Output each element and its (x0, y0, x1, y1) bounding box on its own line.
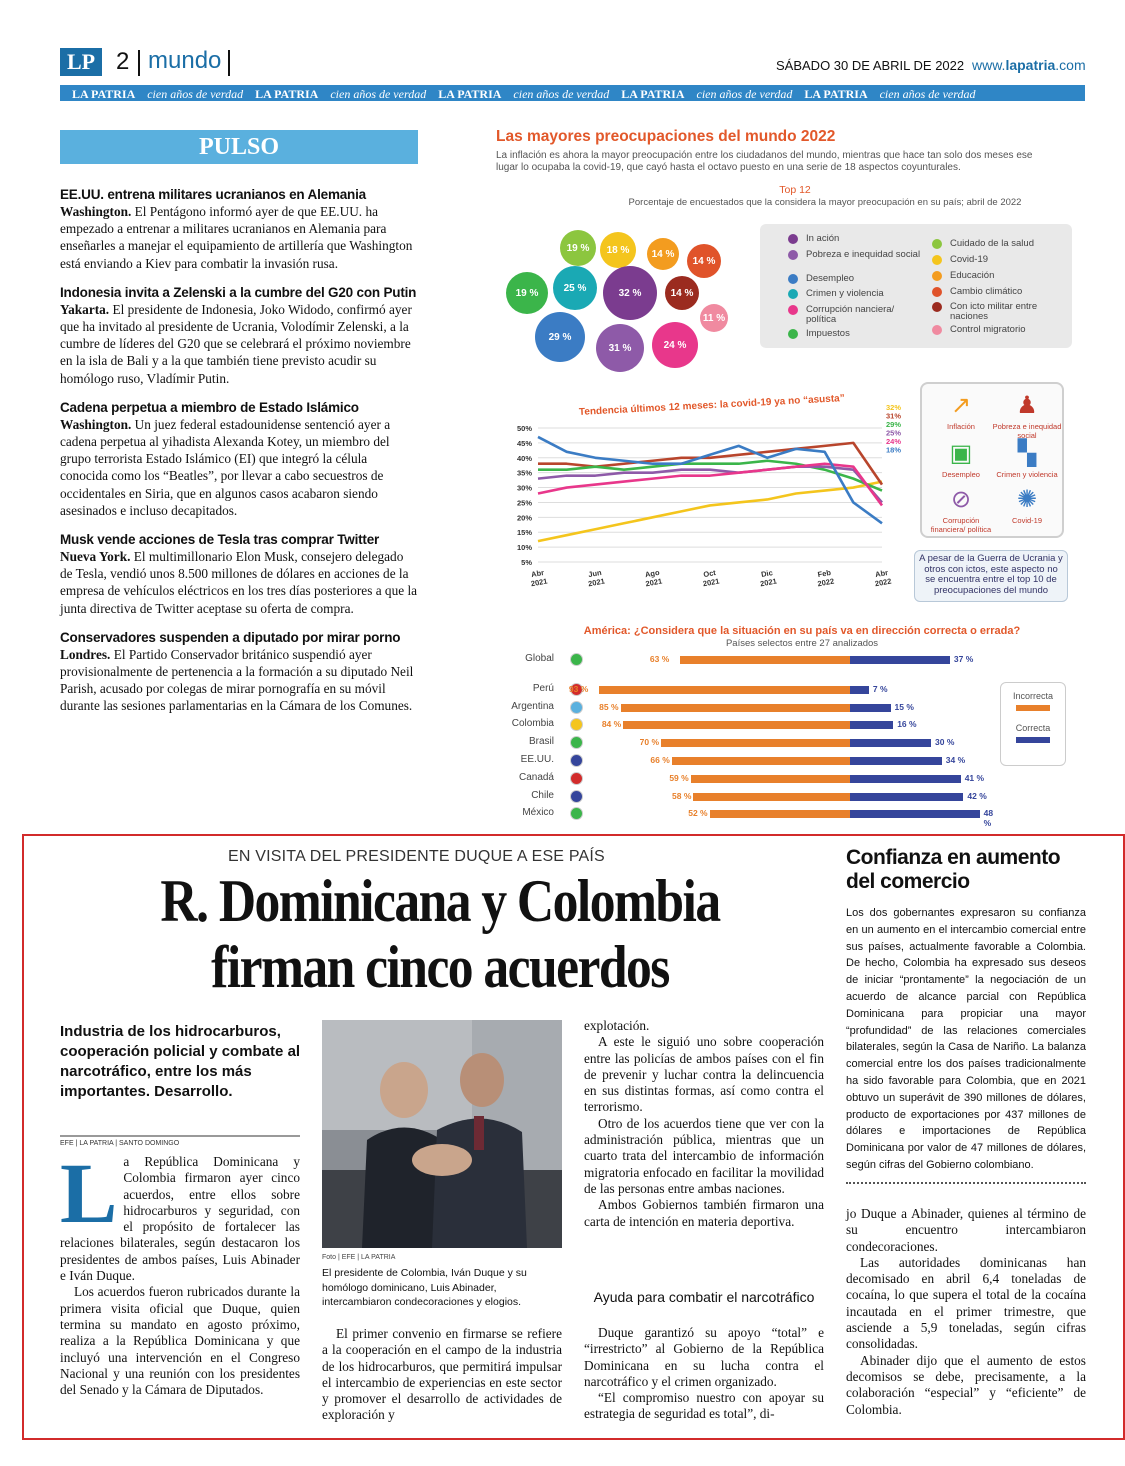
value-incorrecta: 58 % (672, 790, 692, 801)
legend-label: Educación (950, 270, 995, 281)
brief-title: Cadena perpetua a miembro de Estado Islámico (60, 399, 359, 415)
legend-dot (788, 289, 798, 299)
x-tick-month: Feb (816, 567, 832, 580)
x-tick-year: 2021 (644, 576, 663, 589)
brief-dateline: Londres. (60, 646, 111, 662)
legend-item (950, 255, 1062, 265)
sidebar-body: Los dos gobernantes expresaron su confianza en un aumento en el intercambio comercial entre sus países, actualmente favorable a Colombia. De hecho, Colombia ha expresado sus deseos de iniciar “prontamente” la negociación de un acuerdo de alcance parcial con República Dominicana para propiciar una mayor “profundidad” de las relaciones comerciales bilaterales, según la Casa de Nariño. La balanza comercial entre los dos países tradicionalmente ha sido favorable para Colombia, que en 2021 obtuvo un superávit de 390 millones de dólares, producto de exportaciones por 437 millones de dólares e importaciones de República Dominicana por valor de 47 millones de dólares, según cifras del Gobierno colombiano. (846, 907, 1086, 1171)
country-flag-icon (570, 736, 583, 749)
legend-label: Corrupción nanciera/ política (806, 304, 895, 325)
x-tick-year: 2021 (702, 576, 721, 589)
percent-bubble: 32 % (603, 266, 657, 320)
article-column-1 (60, 1145, 300, 1398)
y-tick-label: 30% (516, 483, 532, 493)
paragraph: Abinader dijo que el aumento de estos decomisos se debe, precisamente, a la colaboración “especial” y “eficiente” de Colombia. (846, 1352, 1086, 1417)
x-tick-month: Oct (702, 568, 717, 580)
value-correcta: 16 % (897, 719, 917, 730)
article-column-4 (846, 1206, 1086, 1418)
paragraph: Las autoridades dominicanas han decomisado en abril 6,4 toneladas de cocaína, lo que supera el total de la cocaína incautada en el primer trimestre, que asciende a 5,9 toneladas, según cifras consolidadas. (846, 1254, 1086, 1352)
concern-icon-5 (926, 486, 996, 534)
value-correcta: 42 % (967, 790, 987, 801)
brief-body: El presidente de Indonesia, Joko Widodo, confirmó ayer que ha invitado al presidente de Ucrania, Volodímir Zelenski, a la cumbre de líderes del G20 que se celebrará el próximo noviembre en la isla de Bali y a la que también tiene previsto acudir su homólogo ruso, Vladímir Putin. (60, 301, 412, 386)
value-correcta: 30 % (935, 737, 955, 748)
url-brand: lapatria (1005, 57, 1056, 73)
y-tick-label: 10% (516, 543, 532, 553)
bar-row (500, 701, 1000, 717)
bar-correcta (850, 793, 963, 801)
concern-icon-4 (992, 440, 1062, 480)
brief-body: El multimillonario Elon Musk, consejero delegado de Tesla, vendió unos 8.500 millones de dólares en acciones de la empresa de vehículos eléctricos en los tres días posteriores a que la junta directiva de Twitter aceptase su oferta de compra. (60, 549, 418, 616)
legend-label: Control migratorio (950, 324, 1026, 335)
concern-glyph-icon: ⊘ (950, 486, 972, 513)
bar-incorrecta (661, 739, 850, 747)
legend-item (806, 274, 924, 284)
series-end-label: 25% (886, 428, 902, 438)
legend-dot (788, 329, 798, 339)
ukraine-note: A pesar de la Guerra de Ucrania y otros con ictos, este aspecto no se encuentra entre el top 10 de preocupaciones del mundo (914, 550, 1068, 602)
series-end-label: 32% (886, 403, 902, 412)
brief-text (60, 548, 418, 617)
band-brand: LA PATRIA (438, 87, 502, 101)
legend-label: Incorrecta (1012, 691, 1054, 701)
bar-correcta (850, 704, 891, 712)
bar-row (500, 683, 1000, 699)
country-label: Canadá (518, 771, 554, 783)
value-incorrecta: 93 % (568, 683, 589, 694)
article-column-3b (584, 1325, 824, 1423)
country-flag-icon (570, 754, 583, 767)
brief-dateline: Nueva York. (60, 549, 131, 565)
legend-item (806, 305, 924, 325)
bar-correcta (850, 775, 961, 783)
x-tick-month: Abr (530, 567, 545, 580)
brief-title: Musk vende acciones de Tesla tras comprar Twitter (60, 532, 380, 548)
legend-label: Pobreza e inequidad social (806, 249, 921, 260)
legend-swatch (1016, 705, 1050, 711)
paragraph: Duque garantizó su apoyo “total” e “irrestricto” al Gobierno de la República Dominicana en su lucha contra el narcotráfico y el crimen organizado. (584, 1325, 824, 1389)
bar-row (500, 736, 1000, 752)
paragraph: “El compromiso nuestro con apoyar su estrategia de seguridad es total”, di- (584, 1390, 824, 1422)
brief-body: El Partido Conservador británico suspendió ayer provisionalmente de pertenencia a la formación a su diputado Neil Parish, acusado por colegas de mirar pornografía en su móvil durante las sesiones parlamentarias en la Cámara de los Comunes. (60, 646, 414, 714)
infographic-title: Las mayores preocupaciones del mundo 2022 (496, 128, 836, 145)
bar-row (500, 772, 1000, 788)
legend-label: In ación (806, 233, 840, 244)
legend-dot (788, 274, 798, 284)
legend-label: Cambio climático (950, 286, 1023, 297)
paragraph: El primer convenio en firmarse se refiere a la cooperación en el campo de la industria de los hidrocarburos, que permitirá impulsar el intercambio de experiencias en este sector y promover el desarrollo de actividades de exploración y (322, 1326, 562, 1423)
bar-row (500, 718, 1000, 734)
line-chart-title: Tendencia últimos 12 meses: la covid-19 ya no “asusta” (578, 393, 845, 418)
article-deck: Industria de los hidrocarburos, cooperación policial y combate al narcotráfico, entre los más importantes. Desarrollo. (60, 1023, 301, 1100)
paragraph: Otro de los acuerdos tiene que ver con la administración pública, mientras que un cuarto trata del intercambio de información migratoria enfocado en facilitar la movilidad de las personas entre ambas naciones. (584, 1115, 824, 1196)
legend-label: Cuidado de la salud (950, 238, 1034, 249)
legend-dot (788, 234, 798, 244)
brief-dateline: Yakarta. (60, 301, 110, 317)
brief-title: EE.UU. entrena militares ucranianos en Alemania (60, 187, 366, 202)
bar-row (500, 807, 1000, 829)
x-tick-month: Dic (760, 568, 774, 579)
bar-correcta (850, 686, 869, 694)
legend-dot (932, 302, 942, 312)
bar-correcta (850, 810, 980, 818)
brand-band (60, 85, 1085, 101)
concern-glyph-icon: ▚ (1017, 440, 1037, 467)
issue-date: SÁBADO 30 DE ABRIL DE 2022 (776, 58, 965, 73)
deck-rule (60, 1135, 300, 1137)
country-label: Global (525, 653, 554, 664)
concern-icon-label: Pobreza e inequidad social (992, 422, 1062, 440)
concern-icon-label: Covid-19 (1011, 516, 1042, 525)
article-column-2 (322, 1326, 562, 1424)
url-prefix: www. (972, 57, 1006, 73)
percent-bubble: 18 % (600, 232, 636, 268)
pulso-heading: PULSO (60, 130, 418, 164)
legend-label: Con icto militar entre naciones (950, 301, 1038, 322)
series-end-label: 29% (886, 420, 902, 429)
bar-row (500, 790, 1000, 806)
value-correcta: 15 % (894, 701, 914, 712)
legend-item (950, 325, 1062, 335)
legend-label: Covid-19 (950, 254, 989, 265)
band-brand: LA PATRIA (255, 87, 319, 101)
brief-text (60, 301, 418, 387)
country-flag-icon (570, 718, 583, 731)
percent-bubble: 25 % (553, 266, 597, 310)
legend-item (950, 287, 1062, 297)
masthead (60, 48, 1085, 78)
brief-title: Indonesia invita a Zelenski a la cumbre del G20 con Putin (60, 284, 417, 300)
paragraph: Ambos Gobiernos también firmaron una carta de intención en materia deportiva. (584, 1197, 824, 1229)
series-end-label: 18% (886, 445, 902, 455)
legend-dot (932, 287, 942, 297)
legend-item (806, 250, 924, 260)
legend-item (950, 271, 1062, 281)
brief-body: El Pentágono informó ayer de que EE.UU. ha empezado a entrenar a militares ucranianos en Alemania para enseñarles a manejar el equipamiento de artillería que Washington está enviando a Kiev para combatir la invasión rusa. (60, 204, 413, 271)
drop-cap: L (60, 1145, 118, 1241)
bar-incorrecta (680, 656, 850, 664)
bar-correcta (850, 721, 893, 729)
sidebar-title: Confianza en aumento del comercio (846, 846, 1061, 893)
website-link[interactable] (972, 57, 1086, 73)
direction-bar-chart (500, 653, 1000, 829)
brief-body: Un juez federal estadounidense sentenció ayer a cadena perpetua al yihadista Alexanda Kotey, un miembro del grupo terrorista Estado Islámico (EI) que integró la célula conocida como los “Beatles”, por llevar a cabo secuestros de occidentales en Siria, que en algunos casos acabaron siendo asesinados e incluso decapitados. (60, 416, 391, 518)
brief-text (60, 203, 418, 272)
page-number: 2 (116, 48, 130, 75)
bar-incorrecta (691, 775, 850, 783)
infographic-subtitle: La inflación es ahora la mayor preocupación entre los ciudadanos del mundo, mientras que hace tan solo dos meses ese lugar lo ocupaba la covid-19, que cayó hasta el octavo puesto en una serie de 18 aspectos coyunturales. (496, 150, 1033, 173)
y-tick-label: 5% (521, 558, 532, 567)
concern-icon-2 (992, 392, 1062, 440)
percent-bubble: 29 % (535, 312, 585, 362)
country-label: Colombia (511, 718, 554, 730)
top12-subtitle: Porcentaje de encuestados que la considera la mayor preocupación en su país; abril de 2022 (628, 197, 1022, 208)
country-flag-icon (570, 790, 583, 803)
paragraph: Los acuerdos fueron rubricados durante la primera visita oficial que Duque, quien termina su mandato en agosto próximo, realiza a la República Dominicana y que incluyó una intervención en el Congreso Nacional y una reunión con los presidentes del Senado y la Cámara de Diputados. (60, 1284, 300, 1398)
news-brief (60, 186, 418, 272)
country-flag-icon (570, 807, 583, 820)
article-headline: R. Dominicana y Colombia firman cinco acuerdos (160, 868, 720, 1000)
x-tick-month: Abr (874, 567, 889, 580)
article-subhead: Ayuda para combatir el narcotráfico (593, 1289, 815, 1305)
x-tick-month: Jun (587, 567, 603, 580)
article-column-3 (584, 1018, 824, 1230)
value-incorrecta: 85 % (599, 701, 619, 712)
masthead-divider (138, 50, 140, 76)
x-tick-year: 2021 (530, 576, 549, 589)
band-tagline: cien años de verdad (513, 87, 610, 101)
top12-title: Top 12 (779, 184, 811, 196)
legend-item (806, 289, 924, 299)
paragraph: A este le siguió uno sobre cooperación entre las policías de ambos países con el fin de prevenir y luchar contra la delincuencia en sus distintas formas, así como contra el terrorismo. (584, 1034, 824, 1115)
value-incorrecta: 63 % (649, 654, 670, 664)
news-brief (60, 531, 418, 617)
x-tick-year: 2022 (816, 576, 835, 589)
x-tick-year: 2021 (759, 576, 778, 589)
y-tick-label: 45% (516, 438, 532, 448)
country-flag-icon (570, 653, 583, 666)
legend-dot (932, 271, 942, 281)
bar-incorrecta (623, 721, 850, 729)
country-label: EE.UU. (520, 754, 554, 765)
legend-item (806, 329, 924, 339)
photo-credit: Foto | EFE | LA PATRIA (322, 1254, 396, 1261)
y-tick-label: 20% (516, 513, 532, 523)
value-incorrecta: 70 % (639, 737, 659, 748)
article-byline: EFE | LA PATRIA | SANTO DOMINGO (60, 1140, 180, 1147)
bar-chart-title: América: ¿Considera que la situación en su país va en dirección correcta o errada? (583, 625, 1021, 637)
y-tick-label: 35% (516, 468, 532, 478)
sidebar-divider (846, 1182, 1086, 1184)
concern-icon-3 (926, 440, 996, 480)
section-name: mundo (148, 47, 222, 74)
band-tagline: cien años de verdad (696, 87, 793, 101)
band-brand: LA PATRIA (72, 87, 136, 101)
country-label: México (522, 807, 554, 819)
newspaper-logo: LP (60, 48, 102, 76)
percent-bubble: 14 % (665, 276, 699, 310)
concern-glyph-icon: ♟ (1016, 392, 1038, 419)
x-tick-year: 2021 (587, 576, 606, 589)
concern-glyph-icon: ▣ (949, 440, 973, 467)
y-tick-label: 15% (516, 528, 532, 538)
legend-item (950, 239, 1062, 249)
concern-icon-label: Crimen y violencia (996, 470, 1058, 479)
x-tick-year: 2022 (874, 576, 893, 589)
country-flag-icon (570, 772, 583, 785)
bar-correcta (850, 656, 950, 664)
band-brand: LA PATRIA (804, 87, 868, 101)
percent-bubble: 24 % (652, 322, 698, 368)
url-suffix: .com (1055, 57, 1086, 73)
legend-label: Impuestos (806, 328, 850, 339)
series-end-label: 31% (886, 411, 902, 421)
value-incorrecta: 52 % (688, 808, 708, 819)
legend-label: Correcta (1015, 723, 1051, 733)
value-correcta: 41 % (964, 772, 985, 783)
value-correcta: 7 % (872, 683, 888, 694)
brief-dateline: Washington. (60, 416, 132, 432)
percent-bubble: 19 % (506, 272, 548, 314)
country-label: Perú (532, 682, 554, 694)
country-label: Chile (531, 789, 554, 801)
bar-incorrecta (599, 686, 850, 694)
legend-dot (788, 250, 798, 260)
news-brief (60, 629, 418, 715)
y-tick-label: 50% (516, 424, 532, 433)
photo-caption: El presidente de Colombia, Iván Duque y su homólogo dominicano, Luis Abinader, intercambiaron condecoraciones y elogios. (322, 1267, 527, 1308)
pulso-briefs (60, 186, 418, 727)
value-incorrecta: 66 % (650, 755, 670, 765)
concern-icon-1 (926, 392, 996, 432)
brief-dateline: Washington. (60, 204, 132, 219)
percent-bubble: 31 % (596, 324, 644, 372)
concern-icon-6 (992, 486, 1062, 526)
percent-bubble: 11 % (700, 304, 728, 332)
value-incorrecta: 59 % (669, 772, 689, 783)
paragraph: a República Dominicana y Colombia firmaron ayer cinco acuerdos, entre ellos sobre hidrocarburos y seguridad, con el propósito de fortalecer las relaciones bilaterales, según destacaron los presidentes de ambos países, Luis Abinader e Iván Duque. (60, 1154, 300, 1284)
bar-correcta (850, 757, 942, 765)
masthead-divider (228, 50, 230, 76)
value-correcta: 37 % (953, 654, 974, 664)
concern-glyph-icon: ✺ (1016, 486, 1038, 513)
y-tick-label: 40% (516, 453, 532, 463)
y-tick-label: 25% (516, 498, 532, 508)
bar-correcta (850, 739, 931, 747)
concern-glyph-icon: ↗ (950, 392, 972, 419)
country-label: Argentina (511, 700, 554, 712)
article-kicker: EN VISITA DEL PRESIDENTE DUQUE A ESE PAÍS (228, 848, 605, 865)
presidents-photo (322, 1020, 562, 1248)
concern-icon-label: Corrupción financiera/ política (930, 516, 992, 534)
paragraph: explotación. (584, 1018, 650, 1033)
brief-text (60, 416, 418, 519)
bar-row (500, 754, 1000, 770)
bubble-cluster (490, 218, 760, 368)
percent-bubble: 19 % (560, 230, 596, 266)
value-correcta: 48 % (983, 808, 994, 829)
bar-chart-subtitle: Países selectos entre 27 analizados (725, 638, 879, 649)
trend-line-chart (484, 384, 914, 594)
legend-item (806, 234, 924, 244)
concern-icon-label: Desempleo (942, 470, 980, 479)
legend-dot (788, 305, 798, 315)
news-brief (60, 399, 418, 519)
country-label: Brasil (528, 736, 554, 748)
percent-bubble: 14 % (647, 238, 679, 270)
band-tagline: cien años de verdad (147, 87, 244, 101)
band-brand: LA PATRIA (621, 87, 685, 101)
x-tick-month: Ago (644, 567, 661, 580)
series-end-label: 24% (886, 437, 902, 446)
legend-swatch (1016, 737, 1050, 743)
legend-dot (932, 239, 942, 249)
news-brief (60, 284, 418, 387)
band-tagline: cien años de verdad (879, 87, 976, 101)
paragraph: jo Duque a Abinader, quienes al término de su encuentro intercambiaron condecoraciones. (846, 1206, 1086, 1254)
bar-row (500, 653, 1000, 669)
brief-title: Conservadores suspenden a diputado por mirar porno (60, 629, 401, 645)
bar-incorrecta (672, 757, 850, 765)
top12-legend (760, 224, 1072, 348)
bar-incorrecta (693, 793, 850, 801)
country-flag-icon (570, 701, 583, 714)
bar-incorrecta (710, 810, 850, 818)
value-incorrecta: 84 % (601, 719, 622, 730)
concern-icon-label: Inflación (947, 422, 975, 431)
legend-label: Crimen y violencia (806, 288, 884, 299)
brief-text (60, 646, 418, 715)
legend-dot (932, 325, 942, 335)
percent-bubble: 14 % (687, 244, 721, 278)
concern-icons-box (920, 382, 1064, 538)
legend-item (950, 302, 1062, 322)
bar-incorrecta (621, 704, 851, 712)
bar-chart-legend (1000, 682, 1066, 766)
value-correcta: 34 % (945, 755, 966, 765)
legend-label: Desempleo (806, 273, 855, 284)
legend-dot (932, 255, 942, 265)
band-tagline: cien años de verdad (330, 87, 427, 101)
